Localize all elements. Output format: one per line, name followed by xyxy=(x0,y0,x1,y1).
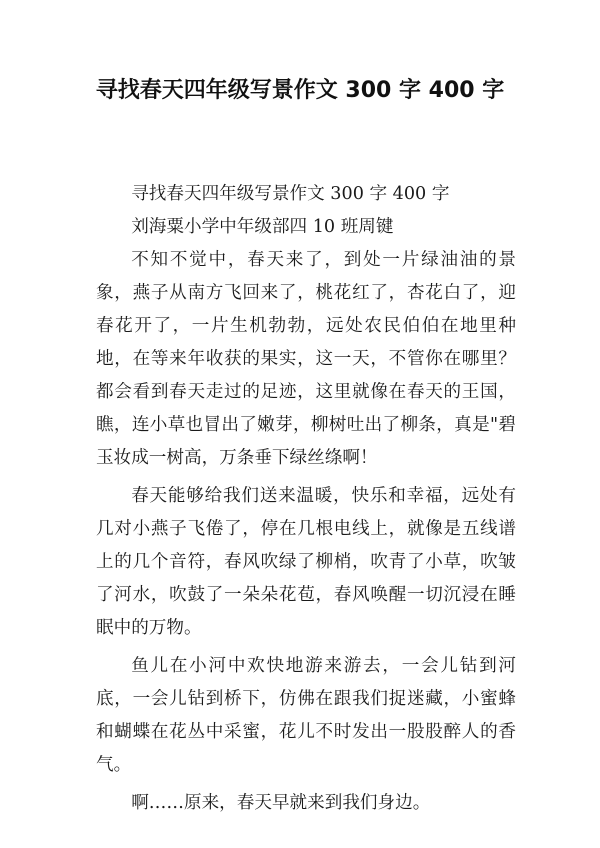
paragraph: 啊……原来，春天早就来到我们身边。 xyxy=(131,793,431,813)
document-body xyxy=(96,178,516,825)
paragraph: 春天能够给我们送来温暖，快乐和幸福，远处有几对小燕子飞倦了，停在几根电线上，就像是五线谱上的几个音符，春风吹绿了柳梢，吹青了小草，吹皱了河水，吹鼓了一朵朵花苞，春风唤醒一切沉浸在睡眠中的万物。 xyxy=(96,486,516,638)
document-title: 寻找春天四年级写景作文 300 字 400 字 xyxy=(95,78,505,103)
author-line: 刘海粟小学中年级部四 10 班周键 xyxy=(131,217,394,237)
subtitle-line: 寻找春天四年级写景作文 300 字 400 字 xyxy=(131,184,450,204)
paragraph: 不知不觉中，春天来了，到处一片绿油油的景象，燕子从南方飞回来了，桃花红了，杏花白了，迎春花开了，一片生机勃勃，远处农民伯伯在地里种地，在等来年收获的果实，这一天，不管你在哪里？都会看到春天走过的足迹，这里就像在春天的王国，瞧，连小草也冒出了嫩芽，柳树吐出了柳条，真是"碧玉妆成一树高，万条垂下绿丝绦啊！ xyxy=(96,250,516,468)
paragraph: 鱼儿在小河中欢快地游来游去，一会儿钻到河底，一会儿钻到桥下，仿佛在跟我们捉迷藏，小蜜蜂和蝴蝶在花丛中采蜜，花儿不时发出一股股醉人的香气。 xyxy=(96,656,516,775)
